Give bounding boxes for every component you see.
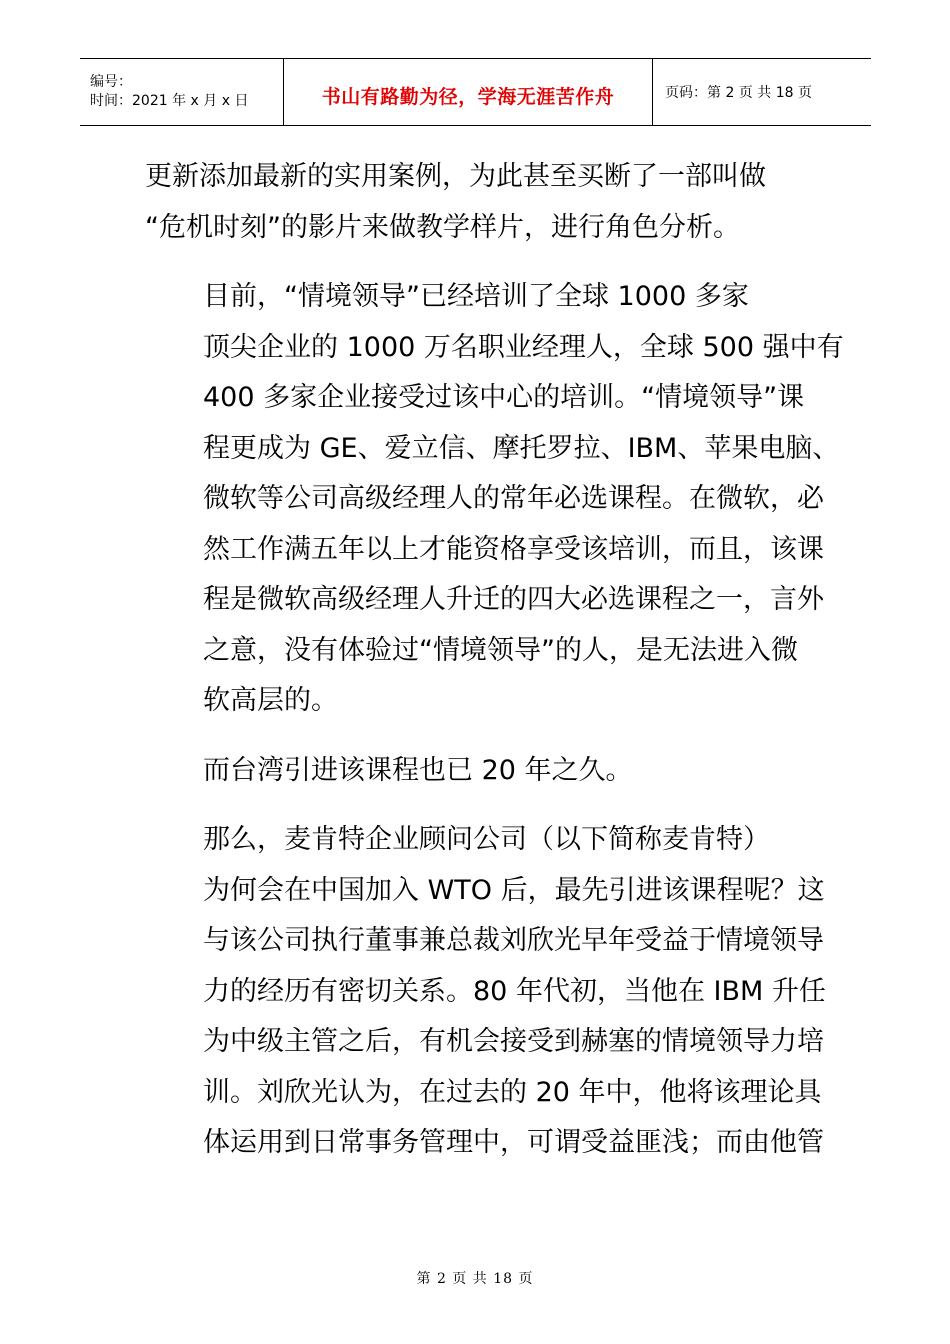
serial-number-label: 编号： <box>90 74 132 90</box>
text-line: 程是微软高级经理人升迁的四大必选课程之一，言外 <box>203 584 824 615</box>
text-line: 然工作满五年以上才能资格享受该培训，而且，该课 <box>203 533 824 565</box>
paragraph <box>145 815 826 1169</box>
document-body <box>145 152 844 1169</box>
text-line: 顶尖企业的 1000 万名职业经理人，全球 500 强中有 <box>203 331 844 363</box>
text-line: 与该公司执行董事兼总裁刘欣光早年受益于情境领导 <box>203 925 824 956</box>
motto-text: 书山有路勤为径，学海无涯苦作舟 <box>321 85 615 108</box>
text-line: 训。刘欣光认为，在过去的 20 年中，他将该理论具 <box>203 1076 822 1108</box>
text-line: 微软等公司高级经理人的常年必选课程。在微软，必 <box>203 483 824 514</box>
text-line: 体运用到日常事务管理中，可谓受益匪浅；而由他管 <box>203 1127 824 1158</box>
text-line: 力的经历有密切关系。80 年代初，当他在 IBM 升任 <box>203 975 826 1007</box>
header-page-info <box>653 59 871 125</box>
text-line: 400 多家企业接受过该中心的培训。“情境领导”课 <box>203 382 805 413</box>
page-footer: 第 2 页 共 18 页 <box>416 1271 534 1287</box>
text-line: 更新添加最新的实用案例，为此甚至买断了一部叫做 <box>145 161 766 192</box>
paragraph <box>145 152 813 253</box>
text-line: 目前，“情境领导”已经培训了全球 1000 多家 <box>203 281 749 312</box>
text-line: 而台湾引进该课程也已 20 年之久。 <box>203 754 633 786</box>
page-info-text: 页码：第 2 页 共 18 页 <box>665 85 812 101</box>
header-meta <box>80 59 283 125</box>
text-line: “危机时刻”的影片来做教学样片，进行角色分析。 <box>145 211 740 243</box>
text-line: 那么，麦肯特企业顾问公司（以下简称麦肯特） <box>203 824 770 855</box>
text-line: 程更成为 GE、爱立信、摩托罗拉、IBM、苹果电脑、 <box>203 432 840 464</box>
text-line: 之意，没有体验过“情境领导”的人，是无法进入微 <box>203 634 798 666</box>
paragraph <box>145 272 844 727</box>
text-line: 为何会在中国加入 WTO 后，最先引进该课程呢？这 <box>203 874 825 906</box>
text-line: 为中级主管之后，有机会接受到赫塞的情境领导力培 <box>203 1026 824 1057</box>
document-header <box>80 58 871 126</box>
paragraph <box>145 746 813 797</box>
header-motto-cell <box>283 59 653 125</box>
text-line: 软高层的。 <box>203 685 338 716</box>
date-label: 时间：2021 年 x 月 x 日 <box>90 93 249 109</box>
